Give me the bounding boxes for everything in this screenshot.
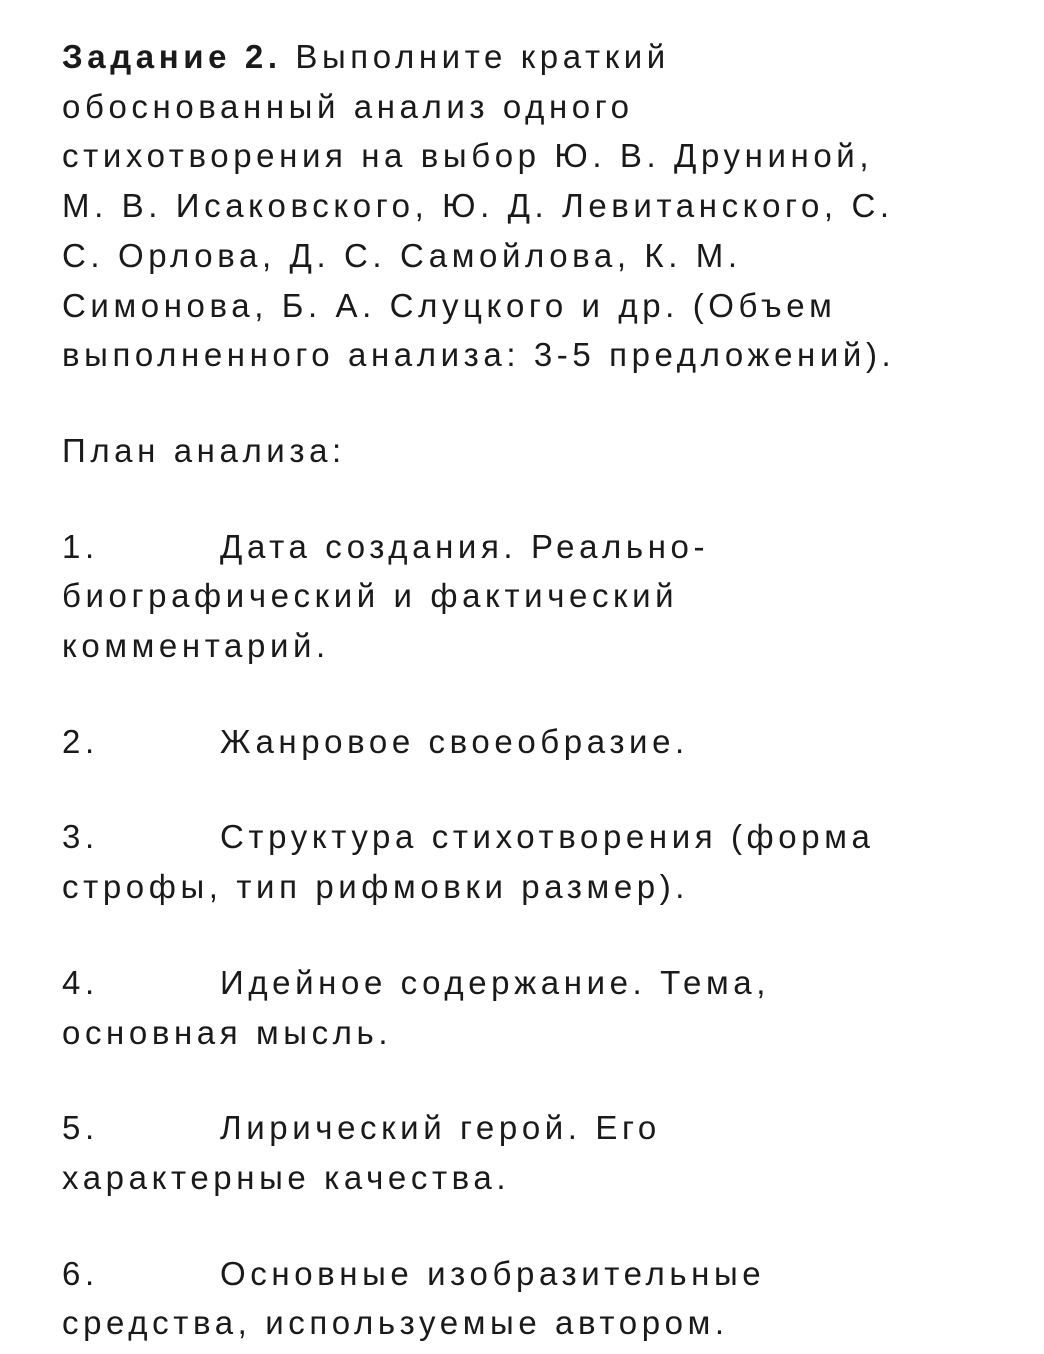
plan-item-line: [62, 812, 1022, 862]
plan-item: [62, 1249, 1022, 1348]
task-paragraph: [62, 32, 1022, 380]
plan-item-line: [62, 1103, 1022, 1153]
plan-item: [62, 1103, 1022, 1202]
plan-item-line: [62, 522, 1022, 572]
plan-item: [62, 958, 1022, 1057]
plan-item-text: Идейное содержание. Тема,: [220, 963, 770, 1001]
plan-item-number: 6.: [62, 1254, 99, 1292]
plan-item-line: комментарий.: [62, 627, 330, 665]
plan-item-line: [62, 1249, 1022, 1299]
plan-item-number: 5.: [62, 1109, 99, 1147]
plan-item-line: [62, 958, 1022, 1008]
task-label: Задание 2.: [62, 38, 282, 75]
plan-item-text: Дата создания. Реально-: [220, 527, 710, 565]
plan-item-text: Жанровое своеобразие.: [220, 722, 689, 760]
task-line: выполненного анализа: 3-5 предложений).: [62, 336, 896, 374]
task-line: стихотворения на выбор Ю. В. Друниной,: [62, 137, 874, 175]
plan-item-number: 3.: [62, 818, 99, 856]
plan-item-line: биографический и фактический: [62, 577, 679, 615]
task-text: Выполните краткий: [281, 38, 670, 75]
task-line: М. В. Исаковского, Ю. Д. Левитанского, С.: [62, 187, 894, 225]
plan-item: [62, 522, 1022, 671]
plan-item-line: [62, 717, 1022, 767]
task-line: обоснованный анализ одного: [62, 87, 634, 125]
plan-item-number: 2.: [62, 722, 99, 760]
plan-item-line: основная мысль.: [62, 1013, 393, 1051]
plan-item-number: 1.: [62, 527, 99, 565]
task-line: [62, 32, 1022, 82]
plan-item: [62, 717, 1022, 767]
plan-item-line: характерные качества.: [62, 1158, 511, 1196]
document-page: [62, 32, 1022, 1348]
plan-item-text: Основные изобразительные: [220, 1254, 766, 1292]
task-line: С. Орлова, Д. С. Самойлова, К. М.: [62, 236, 742, 274]
plan-item-text: Структура стихотворения (форма: [220, 818, 875, 856]
plan-item-line: средства, используемые автором.: [62, 1304, 729, 1342]
plan-item-number: 4.: [62, 963, 99, 1001]
plan-item-line: строфы, тип рифмовки размер).: [62, 868, 690, 906]
plan-heading: План анализа:: [62, 431, 346, 469]
task-line: Симонова, Б. А. Слуцкого и др. (Объем: [62, 286, 837, 324]
plan-item-text: Лирический герой. Его: [220, 1109, 661, 1147]
plan-item: [62, 812, 1022, 911]
